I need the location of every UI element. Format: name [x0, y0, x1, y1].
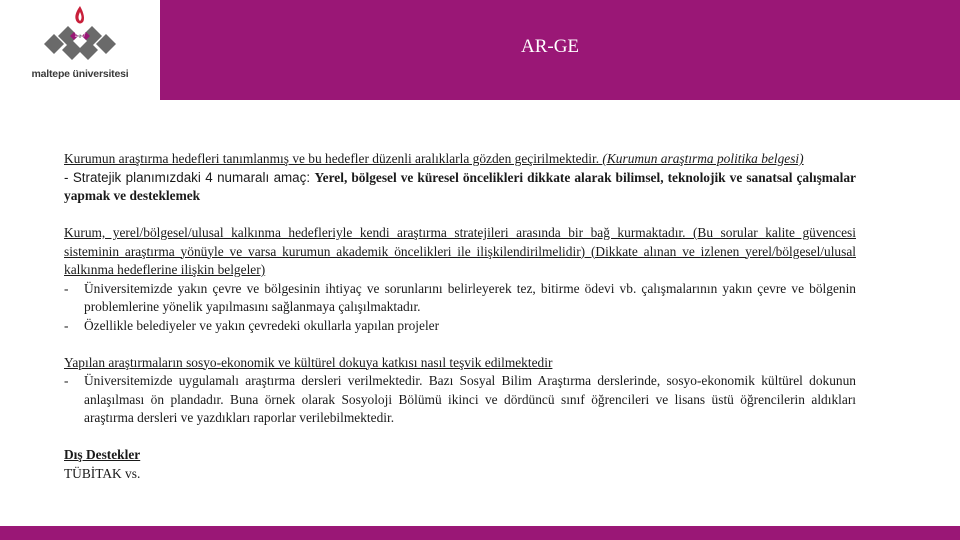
strategic-goal [64, 169, 856, 206]
strategic-goal-text: Yerel, bölgesel ve küresel öncelikleri dikkate alarak bilimsel, teknolojik ve sanatsal çalışmalar yapmak ve desteklemek [64, 169, 856, 203]
list-item-text: Üniversitemizde uygulamalı araştırma dersleri verilmektedir. Bazı Sosyal Bilim Araştırma derslerinde, sosyo-ekonomik kültürel dokunun anlaşılması ön plandadır. Buna örnek olarak Sosyoloji Bölümü ikinci ve dördüncü sınıf öğrencileri ve lisans üstü öğrencilerin aldıkları araştırma dersleri ve yazdıkları raporlar verilebilmektedir. [84, 373, 856, 425]
section-heading [64, 150, 856, 169]
list-item-text: Üniversitemizde yakın çevre ve bölgesinin ihtiyaç ve sorunlarını belirleyerek tez, bitirme ödevi vb. çalışmalarının yakın çevre ve bölgenin problemlerine yönelik yapılmasını sağlanmaya çalışılmaktadır. [84, 280, 856, 314]
list-item [64, 372, 856, 428]
university-logo-icon [40, 4, 120, 66]
logo-wordmark: maltepe üniversitesi [31, 68, 129, 80]
section-heading: Yapılan araştırmaların sosyo-ekonomik ve kültürel dokuya katkısı nasıl teşvik edilmektedir [64, 354, 553, 370]
page-title: AR-GE [520, 36, 580, 57]
strategic-goal-prefix: - Stratejik planımızdaki 4 numaralı amaç: [64, 169, 315, 185]
section-research-goals [64, 150, 856, 206]
external-support-text: TÜBİTAK vs. [64, 465, 141, 481]
bullet-dash: - [64, 373, 69, 388]
section-socio-economic-contribution [64, 354, 856, 428]
section-heading-text: Kurumun araştırma hedefleri tanımlanmış ve bu hedefler düzenli aralıklarla gözden geçirilmektedir. [64, 151, 603, 166]
section-heading-italic: (Kurumun araştırma politika belgesi) [602, 151, 804, 166]
footer-bar [0, 526, 960, 540]
section-external-support [64, 446, 856, 483]
list-item [64, 317, 856, 336]
section-heading: Kurum, yerel/bölgesel/ulusal kalkınma hedefleriyle kendi araştırma stratejileri arasında bir bağ kurmaktadır. (Bu sorular kalite güvencesi sisteminin araştırma yönüyle ve varsa kurumun akademik öncelikleri ile ilişkilendirilmelidir) (Dikkate alınan ve izlenen yerel/bölgesel/ulusal kalkınma hedeflerine ilişkin belgeler) [64, 225, 856, 277]
section-development-goals [64, 224, 856, 335]
logo [0, 0, 160, 100]
list-item-text: Özellikle belediyeler ve yakın çevredeki okullarla yapılan projeler [84, 317, 440, 333]
slide-content [64, 150, 856, 502]
bullet-dash: - [64, 317, 69, 333]
list-item [64, 280, 856, 317]
logo-year: 1997 [74, 33, 86, 39]
section-heading: Dış Destekler [64, 447, 141, 462]
bullet-dash: - [64, 280, 69, 296]
